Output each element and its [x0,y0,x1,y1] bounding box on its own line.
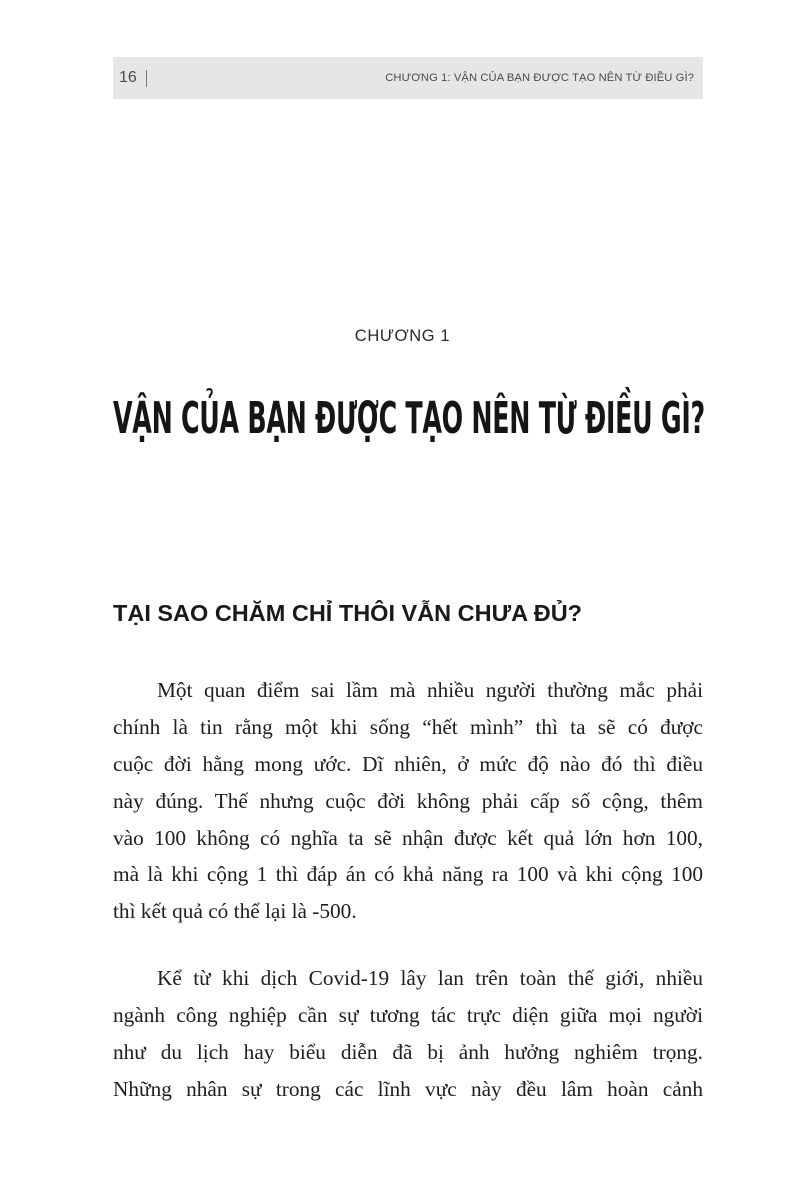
chapter-title: VẬN CỦA BẠN ĐƯỢC TẠO NÊN TỪ ĐIỀU GÌ? [113,393,705,444]
text-line: như du lịch hay biểu diễn đã bị ảnh hưởng nghiêm trọng. [113,1040,703,1065]
section-title: TẠI SAO CHĂM CHỈ THÔI VẪN CHƯA ĐỦ? [113,600,583,626]
running-title: CHƯƠNG 1: VẬN CỦA BẠN ĐƯỢC TẠO NÊN TỪ ĐIỀU GÌ? [385,72,694,84]
text-line: Kể từ khi dịch Covid-19 lây lan trên toàn thế giới, nhiều [157,966,703,991]
text-line: thì kết quả có thể lại là -500. [113,899,357,924]
chapter-label: CHƯƠNG 1 [354,327,451,345]
paragraph-gap [113,930,703,960]
text-line: Những nhân sự trong các lĩnh vực này đều lâm hoàn cảnh [113,1076,703,1101]
text-line: mà là khi cộng 1 thì đáp án có khả năng ra 100 và khi cộng 100 [113,862,703,887]
text-line: vào 100 không có nghĩa ta sẽ nhận được kết quả lớn hơn 100, [113,825,703,850]
text-line: chính là tin rằng một khi sống “hết mình” thì ta sẽ có được [113,714,703,739]
paragraph [113,672,703,930]
text-line: ngành công nghiệp cần sự tương tác trực diện giữa mọi người [113,1003,703,1028]
running-header [113,57,703,99]
header-separator [146,70,147,87]
text-line: Một quan điểm sai lầm mà nhiều người thường mắc phải [157,678,703,702]
text-line: này đúng. Thế nhưng cuộc đời không phải cấp số cộng, thêm [113,788,703,813]
paragraph [113,960,703,1108]
page-number [119,69,147,87]
text-line: cuộc đời hằng mong ước. Dĩ nhiên, ở mức độ nào đó thì điều [113,751,703,776]
page-number-text: 16 [119,69,137,86]
body-text [113,672,703,1108]
